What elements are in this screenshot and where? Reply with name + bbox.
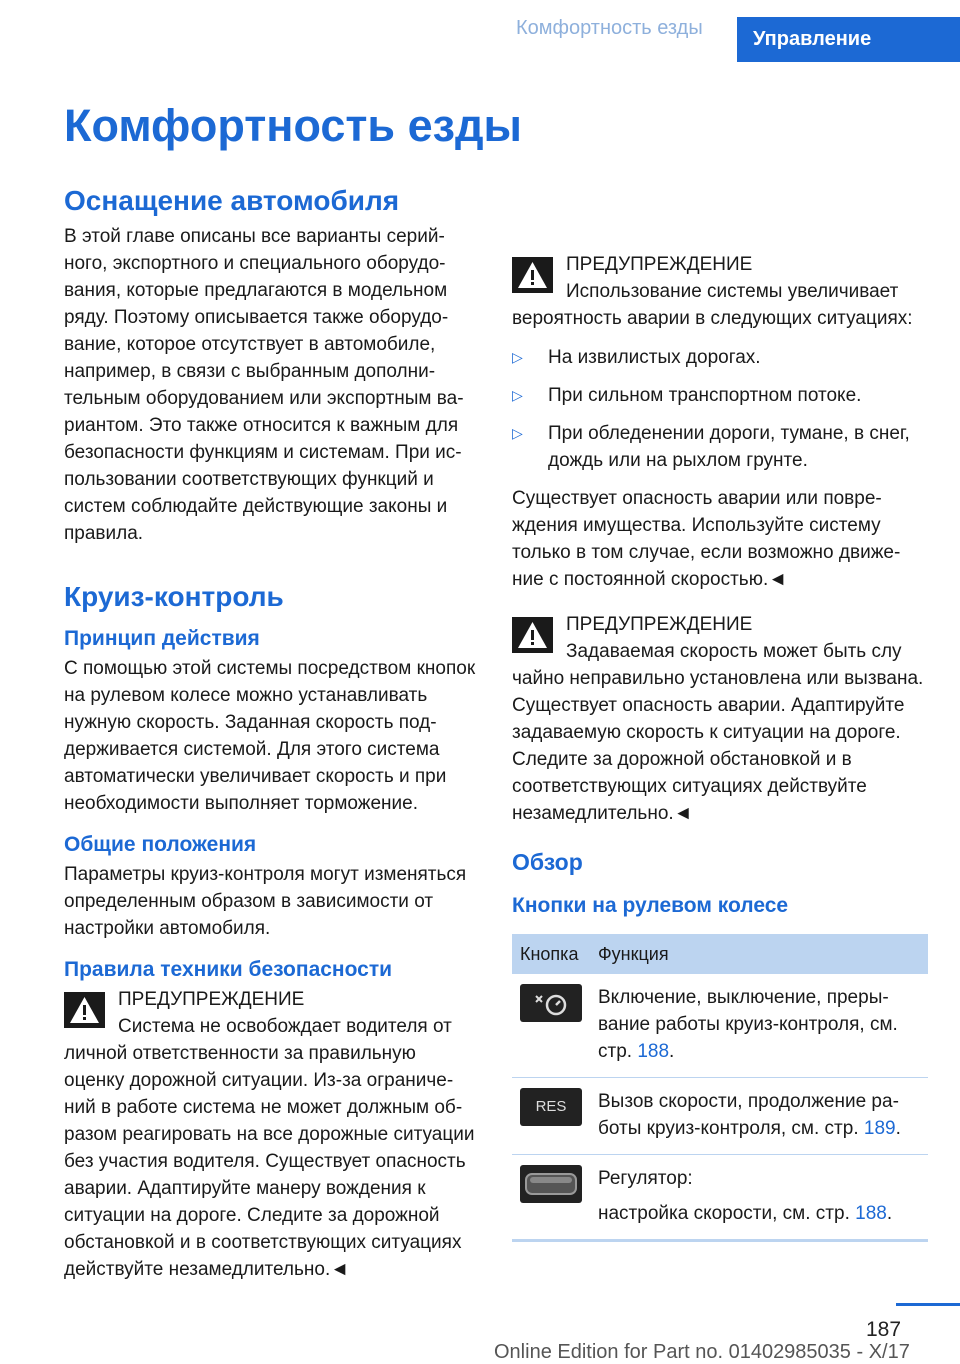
equipment-text: В этой главе описаны все варианты серийного, экспортного и специального оборудования, которые предлагаются в модельном ряду. Поэтому описывается также оборудование, которое отсутствует в автомобиле, например, в связи с выбранным дополнительным оборудованием или экспортным вариантом. Это также относится к важным для безопасности функциям и системам. При использовании соответствующих функций и систем соблюдайте действующие законы и правила. bbox=[64, 226, 464, 544]
column-header-function: Функция bbox=[590, 934, 928, 974]
general-text: Параметры круиз-контроля могут изменяться определенным образом в зависимости от настройки автомобиля. bbox=[64, 864, 467, 939]
row-text: Включение, выключение, прерывание работы круиз-контроля, см. стр. bbox=[598, 987, 898, 1062]
triangle-bullet-icon: ▷ bbox=[512, 387, 523, 403]
equipment-heading: Оснащение автомобиля bbox=[64, 185, 400, 216]
list-item: ▷ При обледенении дороги, тумане, в снег, дождь или на рыхлом грунте. bbox=[512, 420, 924, 474]
warning-first-line: Задаваемая скорость может быть слу bbox=[566, 641, 902, 662]
warning-text: чайно неправильно установлена или вызвана. Существует опасность аварии. Адаптируйте задаваемую скорость к ситуации на дороге. Следите за дорожной обстановкой и в соответствующих ситуациях действуйте незамедлительно.◄ bbox=[512, 668, 924, 824]
list-item: ▷ При сильном транспортном потоке. bbox=[512, 382, 924, 409]
safety-heading: Правила техники безопасности bbox=[64, 958, 393, 981]
table-row: RES Вызов скорости, продолжение работы круиз-контроля, см. стр. 189. bbox=[512, 1078, 928, 1155]
principle-text: С помощью этой системы посредством кнопок на рулевом колесе можно устанавливать нужную скорость. Заданная скорость поддерживается системой. Для этого система автоматически увеличивает скорость и при необходимости выполняет торможение. bbox=[64, 658, 476, 814]
warning-block bbox=[512, 251, 924, 593]
table-row: Включение, выключение, прерывание работы круиз-контроля, см. стр. 188. bbox=[512, 974, 928, 1078]
warning-text: вероятность аварии в следующих ситуациях: bbox=[512, 308, 913, 329]
list-item: ▷ На извилистых дорогах. bbox=[512, 344, 924, 371]
page-link[interactable]: 189 bbox=[863, 1118, 896, 1139]
warning-after-text: Существует опасность аварии или повреждения имущества. Используйте систему только в том случае, если возможно движение с постоянной скоростью.◄ bbox=[512, 488, 901, 590]
triangle-bullet-icon: ▷ bbox=[512, 349, 523, 365]
warning-title: ПРЕДУПРЕЖДЕНИЕ bbox=[566, 614, 753, 635]
row-text: Вызов скорости, продолжение работы круиз-контроля, см. стр. bbox=[598, 1091, 899, 1139]
warning-title: ПРЕДУПРЕЖДЕНИЕ bbox=[566, 254, 753, 275]
warning-title: ПРЕДУПРЕЖДЕНИЕ bbox=[118, 989, 305, 1010]
overview-heading: Обзор bbox=[512, 849, 583, 875]
buttons-table bbox=[512, 934, 928, 1242]
column-header-button: Кнопка bbox=[512, 934, 590, 974]
cruise-on-off-icon bbox=[520, 984, 582, 1022]
general-heading: Общие положения bbox=[64, 833, 257, 856]
row-text: Регулятор: bbox=[598, 1168, 693, 1189]
page-number: 187 bbox=[866, 1318, 902, 1341]
table-row: Регулятор: настройка скорости, см. стр. 188. bbox=[512, 1155, 928, 1241]
res-button-icon: RES bbox=[520, 1088, 582, 1126]
buttons-subheading: Кнопки на рулевом колесе bbox=[512, 894, 789, 917]
cruise-heading: Круиз-контроль bbox=[64, 581, 284, 612]
table-header-row bbox=[512, 934, 928, 974]
rocker-switch-icon bbox=[520, 1165, 582, 1203]
bullet-list bbox=[512, 344, 924, 474]
principle-heading: Принцип действия bbox=[64, 627, 260, 650]
warning-first-line: Использование системы увеличивает bbox=[566, 281, 899, 302]
right-column bbox=[512, 185, 924, 1242]
warning-icon bbox=[64, 992, 105, 1028]
footer-divider bbox=[896, 1303, 960, 1306]
warning-icon bbox=[512, 617, 553, 653]
page-link[interactable]: 188 bbox=[637, 1041, 670, 1062]
warning-block bbox=[64, 986, 476, 1283]
header-section: Комфортность езды bbox=[516, 17, 703, 39]
warning-text: личной ответственности за правильную оценку дорожной ситуации. Из-за ограничений в работе система не может должным образом реагировать на все дорожные ситуации без участия водителя. Существует опасность аварии. Адаптируйте манеру вождения к ситуации на дороге. Следите за дорожной обстановкой и в соответствующих ситуациях действуйте незамедлительно.◄ bbox=[64, 1043, 475, 1280]
footer-edition: Online Edition for Part no. 01402985035 - X/17 bbox=[494, 1341, 910, 1363]
header-chapter-tab: Управление bbox=[737, 17, 960, 62]
triangle-bullet-icon: ▷ bbox=[512, 425, 523, 441]
warning-block bbox=[512, 611, 924, 827]
warning-icon bbox=[512, 257, 553, 293]
left-column bbox=[64, 185, 476, 1283]
page-link[interactable]: 188 bbox=[855, 1203, 887, 1224]
warning-first-line: Система не освобождает водителя от bbox=[118, 1016, 452, 1037]
page-title: Комфортность езды bbox=[64, 100, 522, 151]
